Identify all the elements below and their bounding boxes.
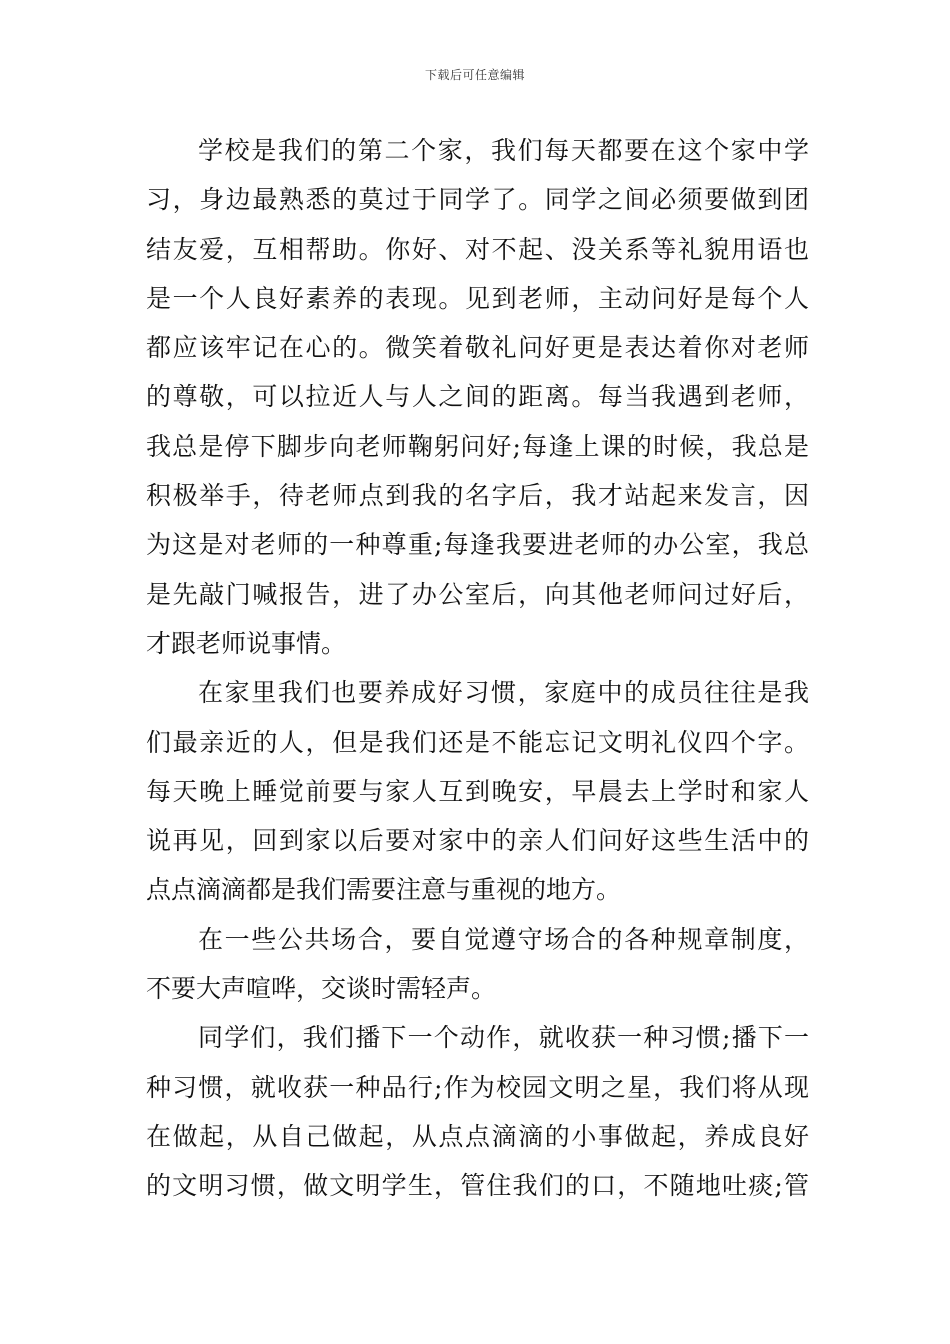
document-body (146, 126, 809, 1211)
text-line: 在一些公共场合，要自觉遵守场合的各种规章制度， (198, 924, 809, 954)
text-line: 才跟老师说事情。 (146, 628, 347, 658)
text-line: 在做起，从自己做起，从点点滴滴的小事做起，养成良好 (146, 1121, 809, 1151)
text-line: 是一个人良好素养的表现。见到老师，主动问好是每个人 (146, 283, 809, 313)
text-line: 我总是停下脚步向老师鞠躬问好;每逢上课的时候，我总是 (146, 431, 809, 461)
text-line: 们最亲近的人，但是我们还是不能忘记文明礼仪四个字。 (146, 727, 809, 757)
text-line: 每天晚上睡觉前要与家人互到晚安，早晨去上学时和家人 (146, 776, 809, 806)
text-line: 点点滴滴都是我们需要注意与重视的地方。 (146, 875, 622, 905)
text-line: 积极举手，待老师点到我的名字后，我才站起来发言，因 (146, 481, 809, 511)
text-line: 结友爱，互相帮助。你好、对不起、没关系等礼貌用语也 (146, 234, 809, 264)
text-line: 说再见，回到家以后要对家中的亲人们问好这些生活中的 (146, 826, 809, 856)
text-line: 的尊敬，可以拉近人与人之间的距离。每当我遇到老师， (146, 382, 809, 412)
text-line: 的文明习惯，做文明学生，管住我们的口，不随地吐痰;管 (146, 1171, 809, 1201)
text-line: 习，身边最熟悉的莫过于同学了。同学之间必须要做到团 (146, 185, 809, 215)
text-line: 在家里我们也要养成好习惯，家庭中的成员往往是我 (198, 678, 809, 708)
text-line: 为这是对老师的一种尊重;每逢我要进老师的办公室，我总 (146, 530, 809, 560)
text-line: 种习惯，就收获一种品行;作为校园文明之星，我们将从现 (146, 1072, 809, 1102)
text-line: 同学们，我们播下一个动作，就收获一种习惯;播下一 (198, 1023, 809, 1053)
text-line: 是先敲门喊报告，进了办公室后，向其他老师问过好后， (146, 579, 809, 609)
text-line: 都应该牢记在心的。微笑着敬礼问好更是表达着你对老师 (146, 333, 809, 363)
text-line: 不要大声喧哗，交谈时需轻声。 (146, 974, 497, 1004)
page-header: 下载后可任意编辑 (424, 68, 525, 82)
text-line: 学校是我们的第二个家，我们每天都要在这个家中学 (198, 136, 809, 165)
